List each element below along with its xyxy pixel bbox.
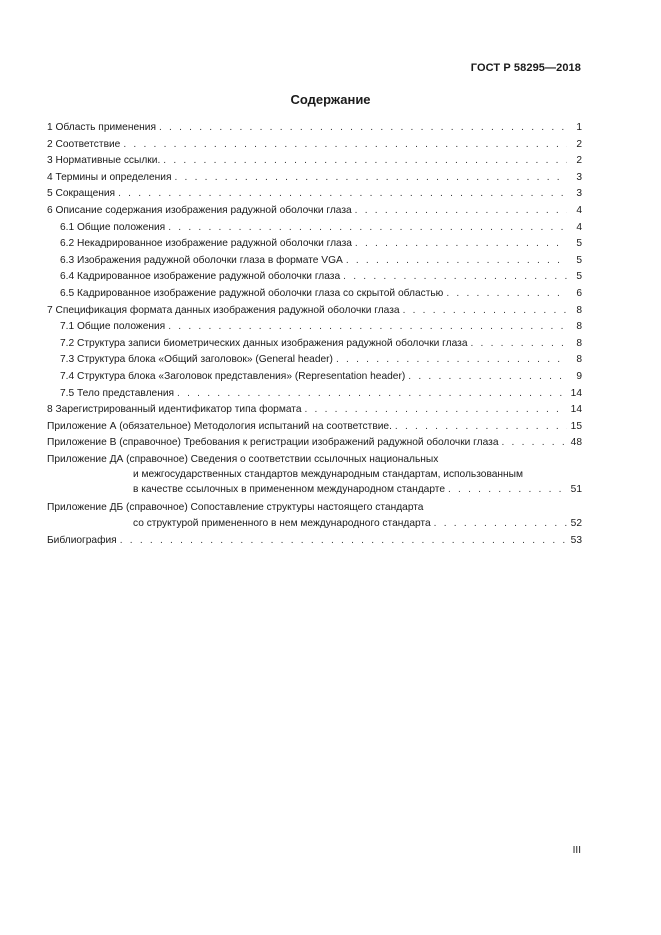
toc-entry-page: 4 <box>576 204 582 216</box>
toc-entry-label: 7.4 Структура блока «Заголовок представления» (Representation header) <box>60 370 406 382</box>
toc-entry-annex-da[interactable] <box>47 452 582 499</box>
toc-entry-label: Приложение А (обязательное) Методология испытаний на соответствие. <box>47 420 392 432</box>
toc-entry-6-1[interactable] <box>47 220 582 237</box>
toc-entry-page: 5 <box>576 271 582 283</box>
toc-entry-page: 5 <box>576 238 582 250</box>
toc-entry-7-3[interactable] <box>47 352 582 369</box>
page-title: Содержание <box>290 92 371 107</box>
toc-entry-page: 51 <box>570 483 582 495</box>
toc-entry-label: Приложение В (справочное) Требования к регистрации изображений радужной оболочки глаза <box>47 437 499 449</box>
toc-entry-5[interactable] <box>47 186 582 203</box>
toc-entry-7-4[interactable] <box>47 369 582 386</box>
toc-entry-label: 3 Нормативные ссылки. <box>47 155 161 167</box>
toc-entry-3[interactable] <box>47 153 582 170</box>
toc-entry-page: 4 <box>576 221 582 233</box>
toc-entry-page: 5 <box>576 254 582 266</box>
toc-entry-label: 5 Сокращения <box>47 188 116 200</box>
toc-leader-dots <box>168 319 567 336</box>
toc-entry-page: 2 <box>576 138 582 150</box>
toc-leader-dots <box>403 303 567 320</box>
toc-leader-dots <box>434 516 567 533</box>
toc-leader-dots <box>395 419 567 436</box>
toc-entry-label: 1 Область применения <box>47 122 156 133</box>
toc-entry-label: 6.2 Некадрированное изображение радужной оболочки глаза <box>60 238 352 250</box>
toc-entry-label: 7.2 Структура записи биометрических данных изображения радужной оболочки глаза <box>60 337 468 349</box>
toc-entry-page: 6 <box>576 287 582 299</box>
toc-entry-page: 53 <box>570 535 582 547</box>
toc-leader-dots <box>336 352 567 369</box>
toc-leader-dots <box>355 203 567 220</box>
toc-entry-annex-db[interactable] <box>47 500 582 533</box>
toc-entry-page: 52 <box>570 518 582 530</box>
toc-entry-7-5[interactable] <box>47 386 582 403</box>
toc-entry-label: 8 Зарегистрированный идентификатор типа формата <box>47 404 302 416</box>
toc-entry-label-last-line <box>47 482 582 498</box>
toc-leader-dots <box>120 533 567 550</box>
toc-entry-page: 1 <box>576 122 582 133</box>
toc-entry-label: 4 Термины и определения <box>47 171 172 183</box>
toc-entry-1[interactable] <box>47 120 582 137</box>
toc-leader-dots <box>168 220 567 237</box>
toc-entry-label: 2 Соответствие <box>47 138 121 150</box>
toc-entry-label-continuation: в качестве ссылочных в примененном международном стандарте <box>133 483 445 495</box>
toc-entry-page: 15 <box>570 420 582 432</box>
toc-entry-7[interactable] <box>47 303 582 320</box>
toc-entry-label: Приложение ДБ (справочное) Сопоставление структуры настоящего стандарта <box>47 502 424 514</box>
toc-entry-4[interactable] <box>47 170 582 187</box>
toc-entry-page: 3 <box>576 171 582 183</box>
toc-entry-label: 7 Спецификация формата данных изображения радужной оболочки глаза <box>47 304 400 316</box>
toc-entry-6-2[interactable] <box>47 236 582 253</box>
toc-entry-label: Библиография <box>47 535 117 547</box>
toc-entry-annex-a[interactable] <box>47 419 582 436</box>
toc-leader-dots <box>123 137 567 154</box>
toc-entry-label: 6.4 Кадрированное изображение радужной оболочки глаза <box>60 271 341 283</box>
toc-entry-6-3[interactable] <box>47 253 582 270</box>
toc-entry-label: 7.1 Общие положения <box>60 321 166 333</box>
toc-leader-dots <box>305 402 568 419</box>
toc-entry-label: 7.3 Структура блока «Общий заголовок» (General header) <box>60 354 333 366</box>
toc-entry-label: Приложение ДА (справочное) Сведения о соответствии ссылочных национальных <box>47 453 439 465</box>
toc-entry-page: 8 <box>576 304 582 316</box>
toc-entry-page: 8 <box>576 337 582 349</box>
toc-leader-dots <box>163 153 567 170</box>
toc-entry-bibliography[interactable] <box>47 533 582 550</box>
toc-leader-dots <box>471 336 568 353</box>
table-of-contents <box>47 120 582 550</box>
toc-leader-dots <box>343 269 567 286</box>
toc-entry-6[interactable] <box>47 203 582 220</box>
toc-leader-dots <box>346 253 567 270</box>
toc-entry-label: 6.3 Изображения радужной оболочки глаза в формате VGA <box>60 254 343 266</box>
toc-leader-dots <box>408 369 567 386</box>
toc-entry-7-2[interactable] <box>47 336 582 353</box>
toc-leader-dots <box>177 386 567 403</box>
toc-entry-page: 8 <box>576 321 582 333</box>
toc-entry-label-continuation: со структурой примененного в нем международного стандарта <box>133 518 431 530</box>
toc-leader-dots <box>174 170 567 187</box>
toc-entry-label: 6 Описание содержания изображения радужной оболочки глаза <box>47 204 352 216</box>
toc-entry-label: 7.5 Тело представления <box>60 387 175 399</box>
toc-entry-page: 3 <box>576 188 582 200</box>
toc-entry-label: 6.1 Общие положения <box>60 221 166 233</box>
toc-entry-page: 2 <box>576 155 582 167</box>
toc-entry-page: 14 <box>570 387 582 399</box>
toc-entry-page: 48 <box>570 437 582 449</box>
toc-entry-label-continuation: и межгосударственных стандартов международным стандартам, использованным <box>133 469 524 481</box>
toc-leader-dots <box>159 120 567 137</box>
toc-entry-8[interactable] <box>47 402 582 419</box>
toc-leader-dots <box>118 186 567 203</box>
toc-entry-page: 8 <box>576 354 582 366</box>
toc-entry-page: 14 <box>570 404 582 416</box>
toc-entry-2[interactable] <box>47 137 582 154</box>
toc-entry-label: 6.5 Кадрированное изображение радужной оболочки глаза со скрытой областью <box>60 287 444 299</box>
document-standard-number: ГОСТ Р 58295—2018 <box>470 62 581 74</box>
toc-entry-annex-b[interactable] <box>47 435 582 452</box>
toc-entry-6-5[interactable] <box>47 286 582 303</box>
toc-entry-7-1[interactable] <box>47 319 582 336</box>
toc-leader-dots <box>355 236 567 253</box>
page-number: III <box>572 845 581 856</box>
toc-entry-6-4[interactable] <box>47 269 582 286</box>
toc-leader-dots <box>448 482 567 499</box>
toc-entry-label-last-line <box>47 517 582 533</box>
toc-leader-dots <box>446 286 567 303</box>
toc-leader-dots <box>502 435 568 452</box>
toc-entry-page: 9 <box>576 370 582 382</box>
